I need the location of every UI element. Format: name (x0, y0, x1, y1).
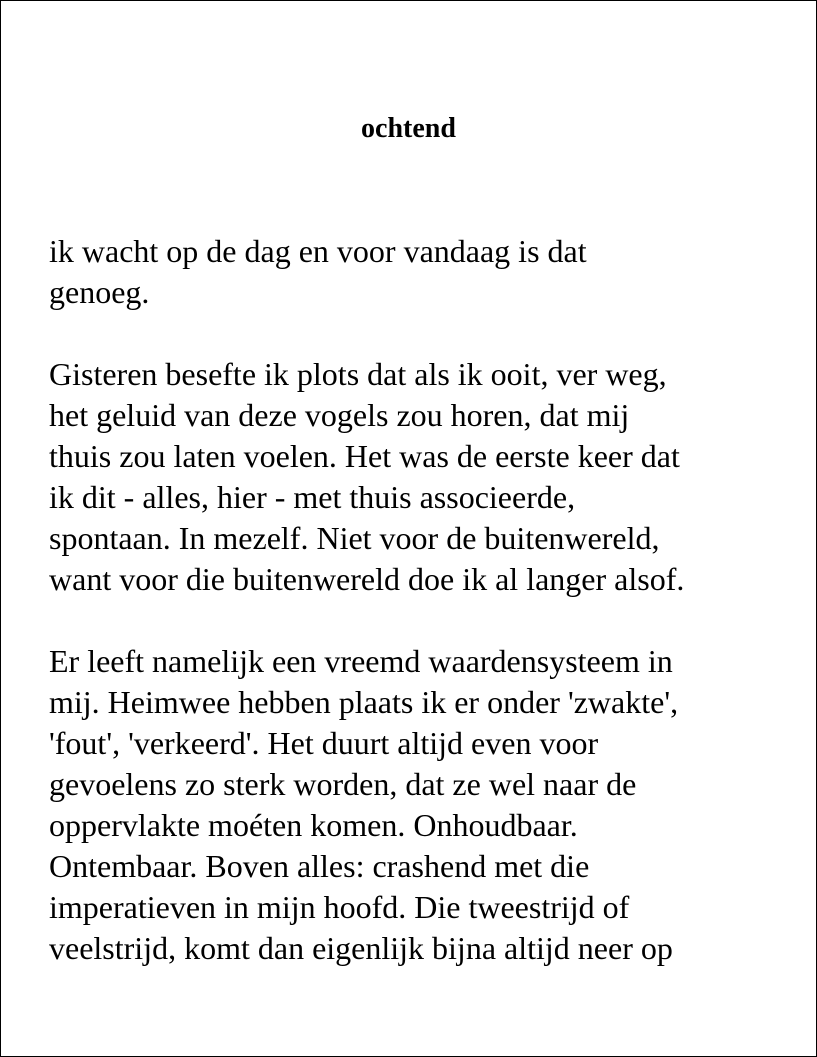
text-line: spontaan. In mezelf. Niet voor de buitenwereld, (49, 520, 660, 556)
text-line: 'fout', 'verkeerd'. Het duurt altijd even voor (49, 725, 599, 761)
text-line: imperatieven in mijn hoofd. Die tweestrijd of (49, 889, 630, 925)
text-line: mij. Heimwee hebben plaats ik er onder 'zwakte', (49, 684, 679, 720)
text-line: want voor die buitenwereld doe ik al langer alsof. (49, 561, 685, 597)
text-line: thuis zou laten voelen. Het was de eerste keer dat (49, 438, 680, 474)
text-line: oppervlakte moéten komen. Onhoudbaar. (49, 807, 578, 843)
document-title: ochtend (361, 113, 456, 144)
paragraph (49, 231, 789, 313)
text-line: veelstrijd, komt dan eigenlijk bijna altijd neer op (49, 930, 673, 966)
text-line: gevoelens zo sterk worden, dat ze wel naar de (49, 766, 637, 802)
text-line: Er leeft namelijk een vreemd waardensysteem in (49, 643, 673, 679)
text-line: genoeg. (49, 274, 150, 310)
text-line: het geluid van deze vogels zou horen, dat mij (49, 397, 630, 433)
paragraph (49, 354, 789, 600)
text-line: ik dit - alles, hier - met thuis associeerde, (49, 479, 576, 515)
text-line: Gisteren besefte ik plots dat als ik ooit, ver weg, (49, 356, 667, 392)
text-line: ik wacht op de dag en voor vandaag is dat (49, 233, 587, 269)
text-line: Ontembaar. Boven alles: crashend met die (49, 848, 590, 884)
document-body (49, 231, 789, 1010)
paragraph (49, 641, 789, 969)
